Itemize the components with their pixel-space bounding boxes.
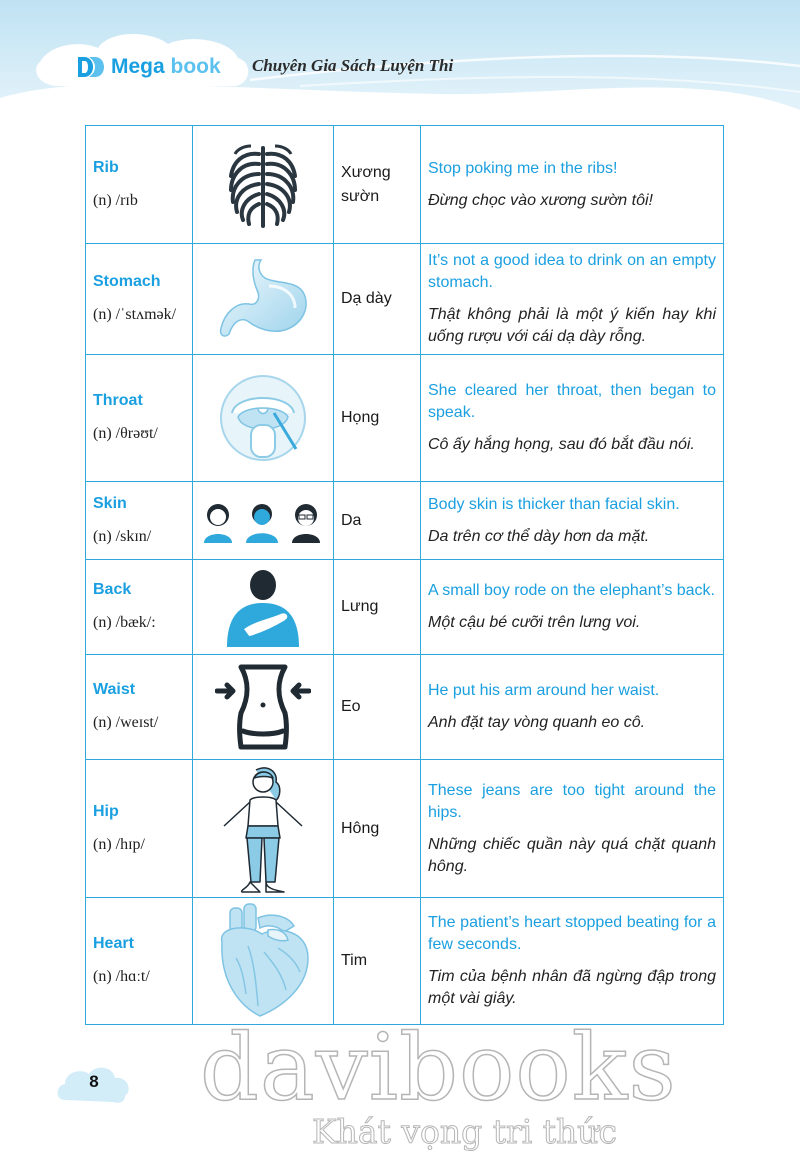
vocab-word: Rib xyxy=(93,158,119,176)
image-cell xyxy=(193,898,334,1025)
phonetic: (n) /hɪp/ xyxy=(93,835,145,853)
image-cell xyxy=(193,126,334,244)
phonetic: (n) /rɪb xyxy=(93,191,138,209)
word-cell xyxy=(86,126,193,244)
table-row xyxy=(86,560,724,655)
people-icon xyxy=(198,499,328,543)
example-cell xyxy=(421,760,724,898)
meaning-cell: Hông xyxy=(334,760,421,898)
table-row xyxy=(86,482,724,560)
vocab-word: Throat xyxy=(93,392,143,409)
meaning-cell: Xương sườn xyxy=(334,126,421,244)
mega-book-logo-icon xyxy=(76,54,108,80)
word-cell xyxy=(86,244,193,355)
brand-name xyxy=(111,55,221,79)
example-english: It’s not a good idea to drink on an empty stomach. xyxy=(428,252,716,291)
heart-organ-icon xyxy=(208,902,318,1020)
phonetic: (n) /ˈstʌmək/ xyxy=(93,306,177,323)
meaning-cell: Họng xyxy=(334,355,421,482)
brand-word-2: book xyxy=(170,55,221,78)
example-vietnamese: Những chiếc quần này quá chặt quanh hông. xyxy=(428,835,716,875)
table-row xyxy=(86,355,724,482)
example-english: The patient’s heart stopped beating for a few seconds. xyxy=(428,914,716,953)
word-cell xyxy=(86,560,193,655)
vocab-word: Heart xyxy=(93,935,134,952)
phonetic: (n) /θrəʊt/ xyxy=(93,425,158,442)
watermark-subtitle: Khát vọng tri thức xyxy=(312,1112,618,1151)
girl-figure-icon xyxy=(220,764,306,894)
image-cell xyxy=(193,482,334,560)
vocab-word: Back xyxy=(93,581,132,598)
phonetic: (n) /weɪst/ xyxy=(93,714,159,731)
image-cell xyxy=(193,560,334,655)
table-row xyxy=(86,126,724,244)
word-cell xyxy=(86,898,193,1025)
example-english: A small boy rode on the elephant’s back. xyxy=(428,582,715,599)
image-cell xyxy=(193,760,334,898)
example-vietnamese: Thật không phải là một ý kiến hay khi uống rượu với cái dạ dày rỗng. xyxy=(428,306,716,345)
meaning-cell: Lưng xyxy=(334,560,421,655)
word-cell xyxy=(86,760,193,898)
tagline: Chuyên Gia Sách Luyện Thi xyxy=(252,56,454,75)
throat-icon xyxy=(218,373,308,463)
example-cell xyxy=(421,560,724,655)
example-cell xyxy=(421,355,724,482)
meaning-cell: Eo xyxy=(334,655,421,760)
table-row xyxy=(86,898,724,1025)
ribcage-icon xyxy=(223,140,303,230)
example-cell xyxy=(421,126,724,244)
example-english: She cleared her throat, then began to speak. xyxy=(428,382,716,421)
brand-logo xyxy=(62,46,242,88)
example-cell xyxy=(421,244,724,355)
back-icon xyxy=(223,567,303,647)
phonetic: (n) /bæk/: xyxy=(93,614,156,631)
vocab-word: Hip xyxy=(93,802,119,820)
brand-word-1: Mega xyxy=(111,55,165,78)
vocab-word: Stomach xyxy=(93,273,161,290)
example-vietnamese: Da trên cơ thể dày hơn da mặt. xyxy=(428,527,650,545)
image-cell xyxy=(193,655,334,760)
example-vietnamese: Một cậu bé cưỡi trên lưng voi. xyxy=(428,614,641,631)
example-english: These jeans are too tight around the hips. xyxy=(428,781,716,821)
meaning-cell: Dạ dày xyxy=(334,244,421,355)
example-vietnamese: Tim của bệnh nhân đã ngừng đập trong một vài giây. xyxy=(428,968,716,1007)
watermark: davibooks xyxy=(200,1014,677,1121)
example-cell xyxy=(421,655,724,760)
meaning-cell: Da xyxy=(334,482,421,560)
example-vietnamese: Đừng chọc vào xương sườn tôi! xyxy=(428,191,653,209)
table-row xyxy=(86,655,724,760)
example-english: Stop poking me in the ribs! xyxy=(428,159,618,177)
meaning-cell: Tim xyxy=(334,898,421,1025)
vocab-word: Waist xyxy=(93,681,136,698)
example-english: Body skin is thicker than facial skin. xyxy=(428,495,680,513)
stomach-icon xyxy=(213,256,313,342)
example-english: He put his arm around her waist. xyxy=(428,682,660,699)
image-cell xyxy=(193,355,334,482)
word-cell xyxy=(86,655,193,760)
example-vietnamese: Cô ấy hắng họng, sau đó bắt đầu nói. xyxy=(428,436,695,453)
phonetic: (n) /skɪn/ xyxy=(93,527,152,545)
vocab-word: Skin xyxy=(93,494,127,512)
table-row xyxy=(86,244,724,355)
word-cell xyxy=(86,482,193,560)
image-cell xyxy=(193,244,334,355)
phonetic: (n) /hɑːt/ xyxy=(93,968,150,985)
example-cell xyxy=(421,898,724,1025)
example-vietnamese: Anh đặt tay vòng quanh eo cô. xyxy=(428,714,646,731)
waist-icon xyxy=(215,661,311,753)
vocabulary-table xyxy=(85,125,724,1025)
page-number: 8 xyxy=(89,1072,99,1091)
table-row xyxy=(86,760,724,898)
word-cell xyxy=(86,355,193,482)
example-cell xyxy=(421,482,724,560)
